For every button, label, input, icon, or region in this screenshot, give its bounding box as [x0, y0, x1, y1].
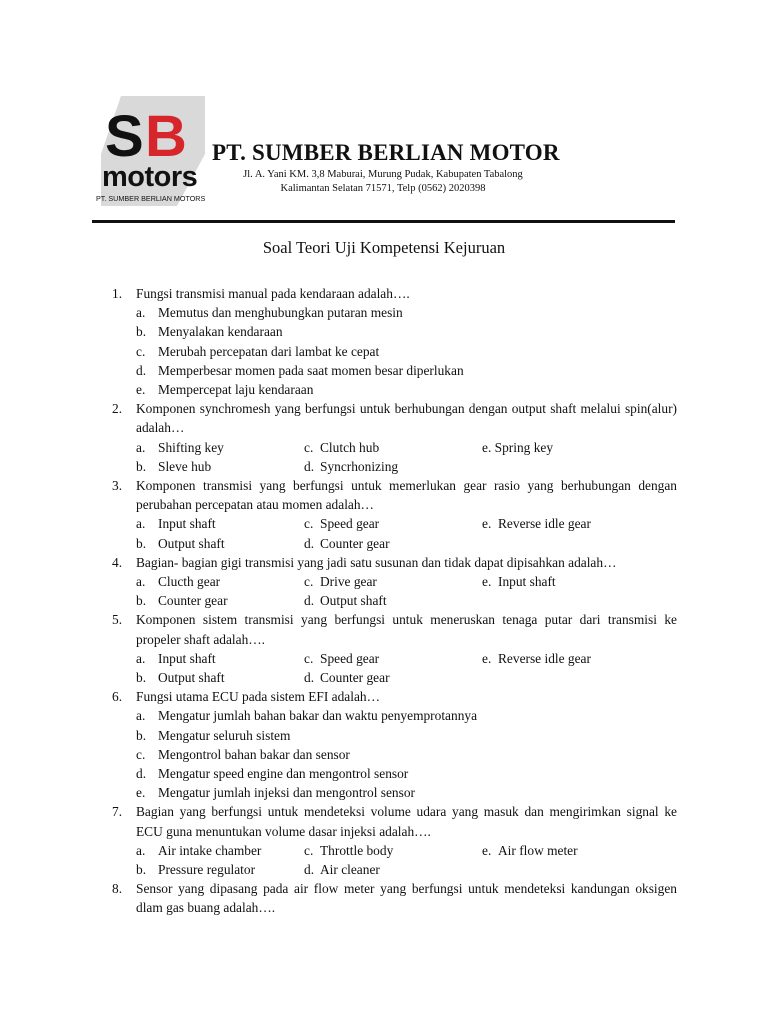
answer-option [112, 342, 677, 361]
question-text: Komponen transmisi yang berfungsi untuk memerlukan gear rasio yang berhubungan dengan perubahan percepatan atau momen adalah… [136, 478, 677, 513]
logo-subtitle-text: PT. SUMBER BERLIAN MOTORS [96, 194, 205, 203]
option-text: Mengatur seluruh sistem [158, 727, 291, 743]
option-letter: b. [136, 669, 147, 685]
answer-option [112, 706, 677, 725]
question-number: 7. [112, 804, 123, 820]
answer-option-row [112, 457, 677, 476]
question-item [112, 802, 677, 840]
option-text: Menyalakan kendaraan [158, 324, 283, 340]
option-text: Memperbesar momen pada saat momen besar diperlukan [158, 362, 464, 378]
option-text: Mengatur jumlah bahan bakar dan waktu penyemprotannya [158, 708, 478, 724]
option-letter: c. [304, 842, 314, 858]
option-letter: c. [136, 746, 146, 762]
option-letter: a. [136, 708, 146, 724]
question-list [112, 284, 677, 918]
option-text: Shifting key [158, 439, 224, 455]
question-number: 3. [112, 478, 123, 493]
option-text: Air cleaner [320, 861, 380, 877]
option-letter: a. [136, 516, 146, 532]
option-letter: a. [136, 573, 146, 589]
option-letter: d. [136, 765, 147, 781]
option-letter: a. [136, 842, 146, 858]
option-letter: c. [136, 343, 146, 359]
option-letter: e. [482, 650, 492, 666]
option-letter: b. [136, 324, 147, 340]
option-text: Air intake chamber [158, 842, 262, 858]
option-text: Input shaft [158, 516, 216, 532]
option-text: Air flow meter [498, 842, 578, 858]
question-text: Bagian yang berfungsi untuk mendeteksi volume udara yang masuk dan mengirimkan signal ke ECU guna menuntukan volume dasar injeksi adalah…. [136, 804, 677, 839]
answer-option-row [112, 668, 677, 687]
option-text: Counter gear [158, 593, 228, 609]
question-text: Fungsi transmisi manual pada kendaraan adalah…. [136, 286, 410, 301]
question-number: 8. [112, 881, 123, 897]
address-line-1: Jl. A. Yani KM. 3,8 Maburai, Murung Pudak, Kabupaten Tabalong [243, 169, 523, 180]
question-item [112, 610, 677, 648]
question-text: Bagian- bagian gigi transmisi yang jadi satu susunan dan tidak dapat dipisahkan adalah… [136, 554, 617, 570]
option-letter: b. [136, 727, 147, 743]
option-text: Speed gear [320, 650, 380, 666]
option-text: Input shaft [498, 573, 556, 589]
answer-option-row [112, 514, 677, 533]
option-letter: e. [482, 573, 492, 589]
option-text: Mengatur speed engine dan mengontrol sensor [158, 765, 409, 781]
option-text: Throttle body [320, 842, 394, 858]
answer-option-row [112, 572, 677, 591]
option-letter: e. [482, 516, 492, 532]
option-text: Reverse idle gear [498, 650, 591, 666]
question-item [112, 879, 677, 917]
header-divider [92, 220, 675, 223]
option-text: Speed gear [320, 516, 380, 532]
question-item [112, 553, 677, 572]
question-number: 1. [112, 286, 123, 301]
logo-sb-b: B [145, 104, 187, 169]
option-letter: c. [304, 439, 314, 455]
option-letter: c. [304, 516, 314, 532]
option-letter: d. [304, 593, 315, 609]
option-text: Mengatur jumlah injeksi dan mengontrol sensor [158, 785, 415, 801]
option-letter: d. [136, 362, 147, 378]
option-text: Memutus dan menghubungkan putaran mesin [158, 305, 403, 321]
option-letter: b. [136, 861, 147, 877]
option-letter: d. [304, 861, 315, 877]
option-text: Counter gear [320, 535, 390, 551]
option-text: Mengontrol bahan bakar dan sensor [158, 746, 350, 762]
option-letter: a. [136, 305, 146, 321]
option-text: Output shaft [320, 593, 387, 609]
company-name: PT. SUMBER BERLIAN MOTOR [212, 140, 560, 165]
answer-option [112, 361, 677, 380]
option-letter: d. [304, 535, 315, 551]
question-number: 6. [112, 689, 123, 705]
option-text: Clucth gear [158, 573, 221, 589]
option-letter: b. [136, 535, 147, 551]
logo-motors-text: motors [102, 161, 198, 193]
answer-option-row [112, 534, 677, 553]
question-number: 4. [112, 554, 123, 570]
option-letter: d. [304, 458, 315, 474]
option-text: Clutch hub [320, 439, 380, 455]
option-letter: e. [482, 842, 492, 858]
option-letter: b. [136, 593, 147, 609]
question-number: 5. [112, 612, 123, 628]
option-text: Pressure regulator [158, 861, 256, 877]
question-text: Komponen sistem transmisi yang berfungsi untuk meneruskan tenaga putar dari transmisi ke propeler shaft adalah…. [136, 612, 677, 647]
option-text: e. Spring key [482, 439, 554, 455]
option-letter: c. [304, 573, 314, 589]
option-text: Output shaft [158, 535, 225, 551]
option-text: Output shaft [158, 669, 225, 685]
option-text: Reverse idle gear [498, 516, 591, 532]
option-text: Input shaft [158, 650, 216, 666]
option-letter: a. [136, 650, 146, 666]
option-text: Mempercepat laju kendaraan [158, 382, 314, 398]
answer-option-row [112, 438, 677, 457]
document-title: Soal Teori Uji Kompetensi Kejuruan [262, 238, 506, 257]
option-letter: d. [304, 669, 315, 685]
answer-option [112, 303, 677, 322]
option-letter: e. [136, 785, 146, 801]
question-text: Sensor yang dipasang pada air flow meter yang berfungsi untuk mendeteksi kandungan oksigen dlam gas buang adalah…. [136, 881, 677, 916]
company-address [213, 168, 553, 196]
question-number: 2. [112, 401, 123, 417]
option-letter: a. [136, 439, 146, 455]
answer-option [112, 322, 677, 341]
question-text: Komponen synchromesh yang berfungsi untuk berhubungan dengan output shaft melalui spin(alur) adalah… [136, 401, 677, 436]
option-letter: c. [304, 650, 314, 666]
option-text: Drive gear [320, 573, 377, 589]
option-text: Syncrhonizing [320, 458, 399, 474]
question-item [112, 284, 677, 303]
answer-option-row [112, 591, 677, 610]
question-item [112, 476, 677, 514]
option-text: Counter gear [320, 669, 390, 685]
answer-option [112, 764, 677, 783]
answer-option [112, 726, 677, 745]
option-text: Sleve hub [158, 458, 212, 474]
company-logo [93, 94, 205, 208]
logo-sb-s: S [105, 104, 141, 169]
option-text: Merubah percepatan dari lambat ke cepat [158, 343, 380, 359]
answer-option [112, 380, 677, 399]
answer-option [112, 745, 677, 764]
question-item [112, 399, 677, 437]
answer-option-row [112, 841, 677, 860]
question-text: Fungsi utama ECU pada sistem EFI adalah… [136, 689, 380, 705]
answer-option-row [112, 649, 677, 668]
question-item [112, 687, 677, 706]
address-line-2: Kalimantan Selatan 71571, Telp (0562) 2020398 [280, 183, 486, 194]
answer-option [112, 783, 677, 802]
option-letter: b. [136, 458, 147, 474]
answer-option-row [112, 860, 677, 879]
option-letter: e. [136, 382, 146, 398]
